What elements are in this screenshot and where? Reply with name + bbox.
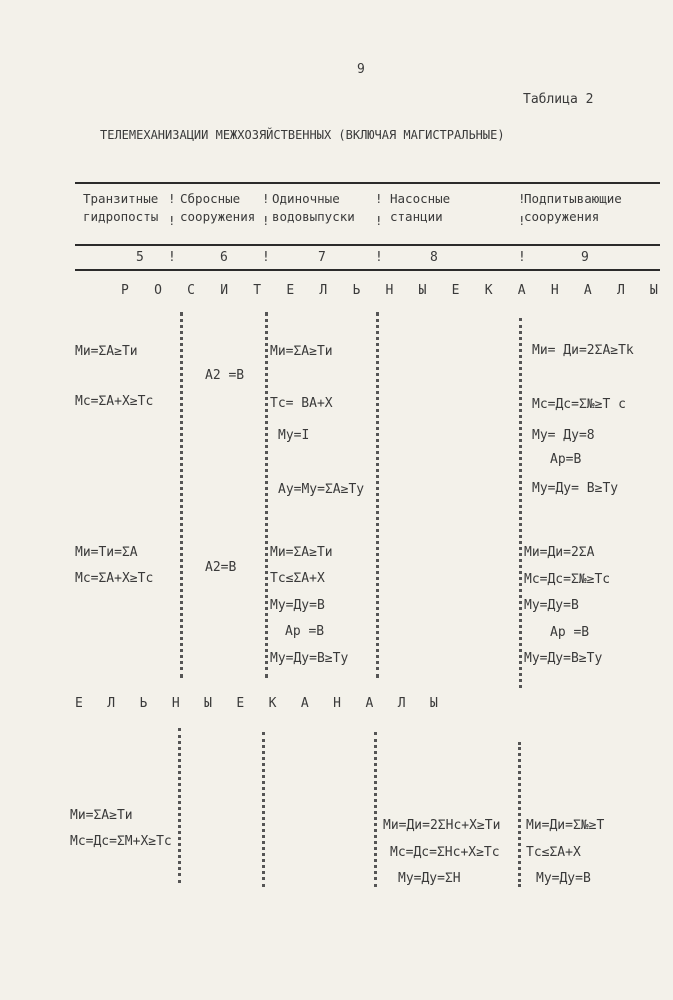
formula: Mи=Tи=ΣA: [75, 545, 138, 560]
formula: My=Дy=B: [524, 598, 579, 613]
header-sep: !: [168, 191, 176, 206]
header-col7: [272, 190, 355, 226]
section1-letter: Н: [550, 283, 559, 298]
col-number-8: 8: [430, 250, 438, 265]
header-col8: [390, 190, 450, 226]
formula: Mc=Дc=ΣM+X≥Tc: [70, 834, 172, 849]
formula: Mи=ΣA≥Tи: [270, 545, 333, 560]
header-col6-line1: Сбросные: [180, 191, 241, 206]
formula: A2=B: [205, 560, 237, 575]
formula: Mи= Ди=2ΣA≥Tk: [532, 343, 634, 358]
column-divider: [374, 732, 377, 887]
header-col5-line2: гидропосты: [83, 209, 159, 224]
formula: My=Дy=B: [270, 598, 325, 613]
header-sep: !: [262, 191, 270, 206]
section1-letter: К: [484, 283, 493, 298]
column-divider: [376, 312, 379, 678]
header-sep: !: [518, 213, 526, 228]
column-divider: [180, 312, 183, 678]
col-number-sep: !: [375, 250, 383, 265]
section1-letter: Ы: [418, 283, 427, 298]
formula: My=Дy=ΣH: [398, 871, 461, 886]
table-label: Таблица 2: [523, 92, 594, 107]
header-col9-line1: Подпитывающие: [524, 191, 622, 206]
section2-letter: Е: [75, 696, 83, 711]
header-col5: [83, 190, 158, 226]
formula: Tc= BA+X: [270, 396, 333, 411]
formula: My=Дy=B≥Ty: [270, 651, 349, 666]
formula: Mи=Ди=2ΣA: [524, 545, 595, 560]
formula: Ap =B: [550, 625, 590, 640]
section2-letter: К: [268, 696, 277, 711]
header-col8-line2: станции: [390, 209, 443, 224]
formula: A2 =B: [205, 368, 245, 383]
header-col7-line1: Одиночные: [272, 191, 340, 206]
section1-letter: А: [517, 283, 526, 298]
section2-letter: Ь: [139, 696, 148, 711]
section1-letter: Л: [319, 283, 328, 298]
formula: Mc=ΣA+X≥Tc: [75, 394, 154, 409]
section2-letter: Л: [397, 696, 406, 711]
header-sep: !: [518, 191, 526, 206]
section2-letter: А: [365, 696, 374, 711]
section1-letter: Т: [253, 283, 262, 298]
header-sep: !: [168, 213, 176, 228]
formula: Mc=Дc=Σ№≥Tc: [524, 572, 611, 587]
numbers-bottom-rule: [75, 269, 660, 271]
section2-letter: Ы: [430, 696, 438, 711]
formula: Ap =B: [285, 624, 325, 639]
section1-letter: С: [187, 283, 195, 298]
section1-letter: Ы: [650, 283, 658, 298]
formula: Mи=ΣA≥Tи: [270, 344, 333, 359]
formula: Ay=My=ΣA≥Ty: [278, 482, 365, 497]
section1-letter: Е: [286, 283, 295, 298]
col-number-5: 5: [136, 250, 144, 265]
section1-letter: Н: [385, 283, 394, 298]
section1-letter: А: [583, 283, 592, 298]
header-col5-line1: Транзитные: [83, 191, 159, 206]
section2-letter: А: [300, 696, 309, 711]
section2-letter: Е: [236, 696, 245, 711]
header-col9-line2: сооружения: [524, 209, 600, 224]
section1-letter: Л: [616, 283, 625, 298]
section2-letter: Ы: [204, 696, 212, 711]
formula: Mc=Дc=Σ№≥T c: [532, 397, 626, 412]
formula: Tc≤ΣA+X: [270, 571, 325, 586]
formula: Mc=ΣA+X≥Tc: [75, 571, 154, 586]
header-col9: [524, 190, 622, 226]
section1-letter: Е: [451, 283, 460, 298]
column-divider: [518, 742, 521, 887]
section1-letter: Р: [121, 283, 129, 298]
formula: Tc≤ΣA+X: [526, 845, 581, 860]
formula: My=Дy=B: [536, 871, 591, 886]
formula: My=I: [278, 428, 310, 443]
header-sep: !: [375, 213, 383, 228]
section1-letter: О: [154, 283, 162, 298]
formula: My=Дy=B≥Ty: [524, 651, 603, 666]
section2-letter: Н: [171, 696, 180, 711]
page-number: 9: [357, 62, 365, 77]
formula: Mи=Ди=2ΣHc+X≥Tи: [383, 818, 501, 833]
col-number-6: 6: [220, 250, 228, 265]
col-number-7: 7: [318, 250, 326, 265]
formula: My=Дy= B≥Ty: [532, 481, 619, 496]
header-bottom-rule: [75, 244, 660, 246]
formula: Mи=Ди=Σ№≥T: [526, 818, 605, 833]
header-col7-line2: водовыпуски: [272, 209, 355, 224]
col-number-sep: !: [518, 250, 526, 265]
column-divider: [519, 318, 522, 688]
section1-letter: Ь: [352, 283, 361, 298]
header-sep: !: [375, 191, 383, 206]
header-col6-line2: сооружения: [180, 209, 256, 224]
section2-letter: Л: [107, 696, 116, 711]
header-col8-line1: Насосные: [390, 191, 451, 206]
formula: Mc=Дc=ΣHc+X≥Tc: [390, 845, 500, 860]
col-number-sep: !: [168, 250, 176, 265]
formula: Mи=ΣA≥Tи: [75, 344, 138, 359]
column-divider: [178, 728, 181, 883]
header-col6: [180, 190, 255, 226]
formula: Ap=B: [550, 452, 582, 467]
formula: Mи=ΣA≥Tи: [70, 808, 133, 823]
header-sep: !: [262, 213, 270, 228]
formula: My= Дy=8: [532, 428, 595, 443]
table-top-rule: [75, 182, 660, 184]
col-number-9: 9: [581, 250, 589, 265]
table-title: ТЕЛЕМЕХАНИЗАЦИИ МЕЖХОЗЯЙСТВЕННЫХ (ВКЛЮЧАЯ МАГИСТРАЛЬНЫЕ): [100, 128, 505, 142]
column-divider: [265, 312, 268, 678]
column-divider: [262, 732, 265, 887]
section2-letter: Н: [333, 696, 341, 711]
col-number-sep: !: [262, 250, 270, 265]
section1-letter: И: [220, 283, 229, 298]
